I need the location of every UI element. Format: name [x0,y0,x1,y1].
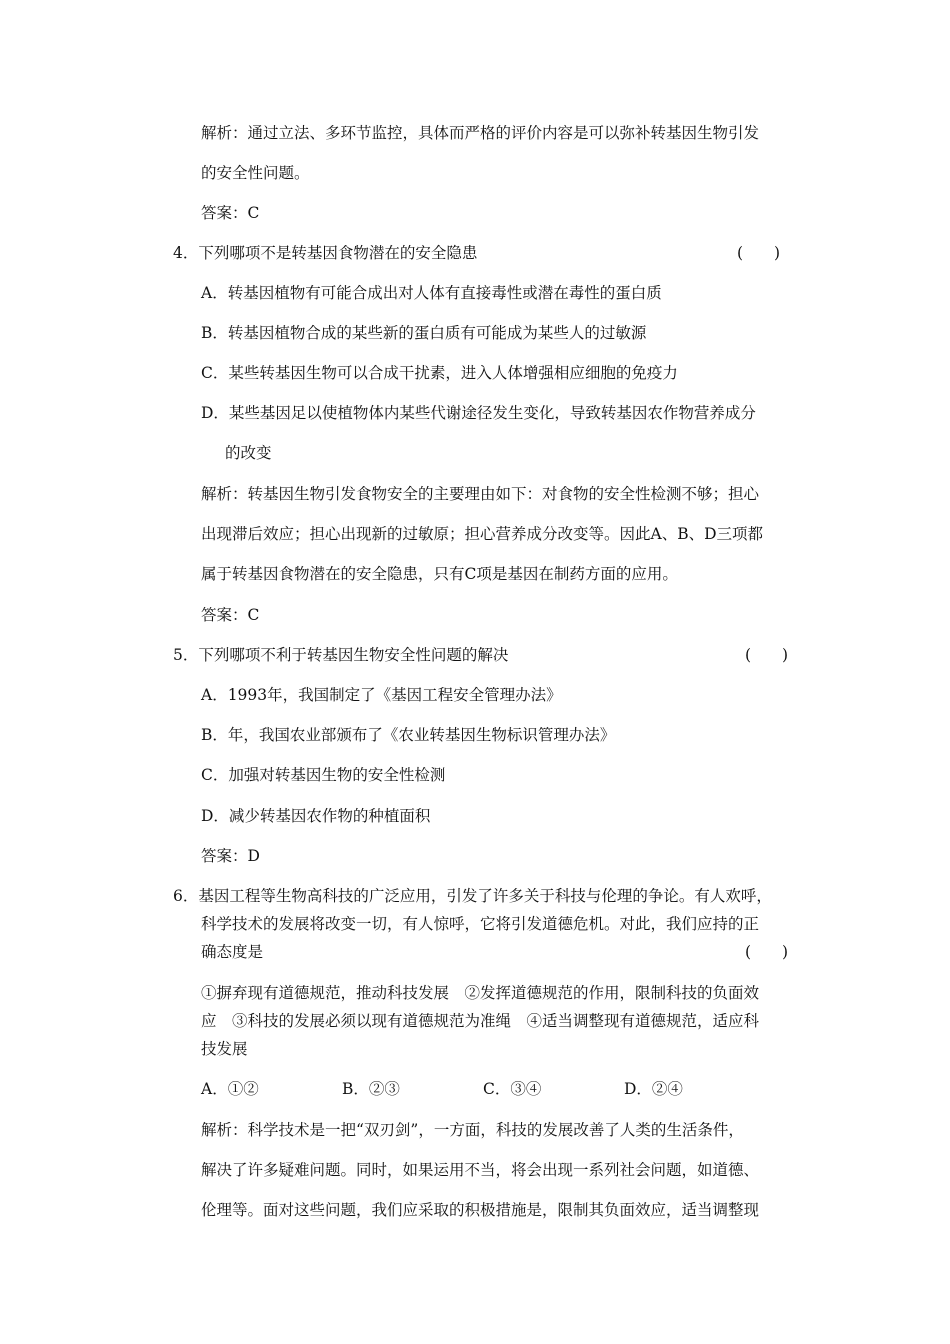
q6-stem-line-2: 科学技术的发展将改变一切，有人惊呼，它将引发道德危机。对此，我们应持的正 [201,915,760,933]
q4-option-c: C．某些转基因生物可以合成干扰素，进入人体增强相应细胞的免疫力 [201,364,678,382]
q6-analysis-line-1: 解析：科学技术是一把“双刃剑”，一方面，科技的发展改善了人类的生活条件， [201,1121,744,1139]
q6-option-c: C．③④ [483,1080,542,1098]
q6-option-a: A．①② [201,1080,259,1098]
q5-option-a: A．1993年，我国制定了《基因工程安全管理办法》 [201,686,562,704]
q4-option-b: B．转基因植物合成的某些新的蛋白质有可能成为某些人的过敏源 [201,324,647,342]
q6-analysis-line-2: 解决了许多疑难问题。同时，如果运用不当，将会出现一系列社会问题，如道德、 [201,1161,760,1179]
q4-stem: 4．下列哪项不是转基因食物潜在的安全隐患 [173,244,478,262]
q5-stem: 5．下列哪项不利于转基因生物安全性问题的解决 [173,646,509,664]
q5-answer: 答案：D [201,847,260,865]
q5-option-d: D．减少转基因农作物的种植面积 [201,807,431,825]
q6-items-line-3: 技发展 [201,1040,248,1058]
q4-answer-paren: ( ) [737,244,781,262]
q3-analysis-line-1: 解析：通过立法、多环节监控，具体而严格的评价内容是可以弥补转基因生物引发 [201,124,760,142]
q4-analysis-line-2: 出现滞后效应；担心出现新的过敏原；担心营养成分改变等。因此A、B、D三项都 [201,525,764,543]
q4-option-d-line-1: D．某些基因足以使植物体内某些代谢途径发生变化，导致转基因农作物营养成分 [201,404,756,422]
q3-analysis-line-2: 的安全性问题。 [201,164,310,182]
q6-stem-line-1: 6．基因工程等生物高科技的广泛应用，引发了许多关于科技与伦理的争论。有人欢呼， [173,887,772,905]
q6-analysis-line-3: 伦理等。面对这些问题，我们应采取的积极措施是，限制其负面效应，适当调整现 [201,1201,760,1219]
q4-analysis-line-3: 属于转基因食物潜在的安全隐患，只有C项是基因在制药方面的应用。 [201,565,678,583]
q6-items-line-1: ①摒弃现有道德规范，推动科技发展 ②发挥道德规范的作用，限制科技的负面效 [201,984,760,1002]
q5-option-c: C．加强对转基因生物的安全性检测 [201,766,446,784]
q6-answer-paren: ( ) [745,943,789,961]
q5-answer-paren: ( ) [745,646,789,664]
q3-answer: 答案：C [201,204,260,222]
q4-option-a: A．转基因植物有可能合成出对人体有直接毒性或潜在毒性的蛋白质 [201,284,662,302]
q6-items-line-2: 应 ③科技的发展必须以现有道德规范为准绳 ④适当调整现有道德规范，适应科 [201,1012,760,1030]
q5-option-b: B．年，我国农业部颁布了《农业转基因生物标识管理办法》 [201,726,616,744]
q4-option-d-line-2: 的改变 [225,444,272,462]
q6-option-d: D．②④ [624,1080,683,1098]
q4-analysis-line-1: 解析：转基因生物引发食物安全的主要理由如下：对食物的安全性检测不够；担心 [201,485,760,503]
q6-stem-line-3: 确态度是 [201,943,264,961]
q4-answer: 答案：C [201,606,260,624]
q6-option-b: B．②③ [342,1080,400,1098]
